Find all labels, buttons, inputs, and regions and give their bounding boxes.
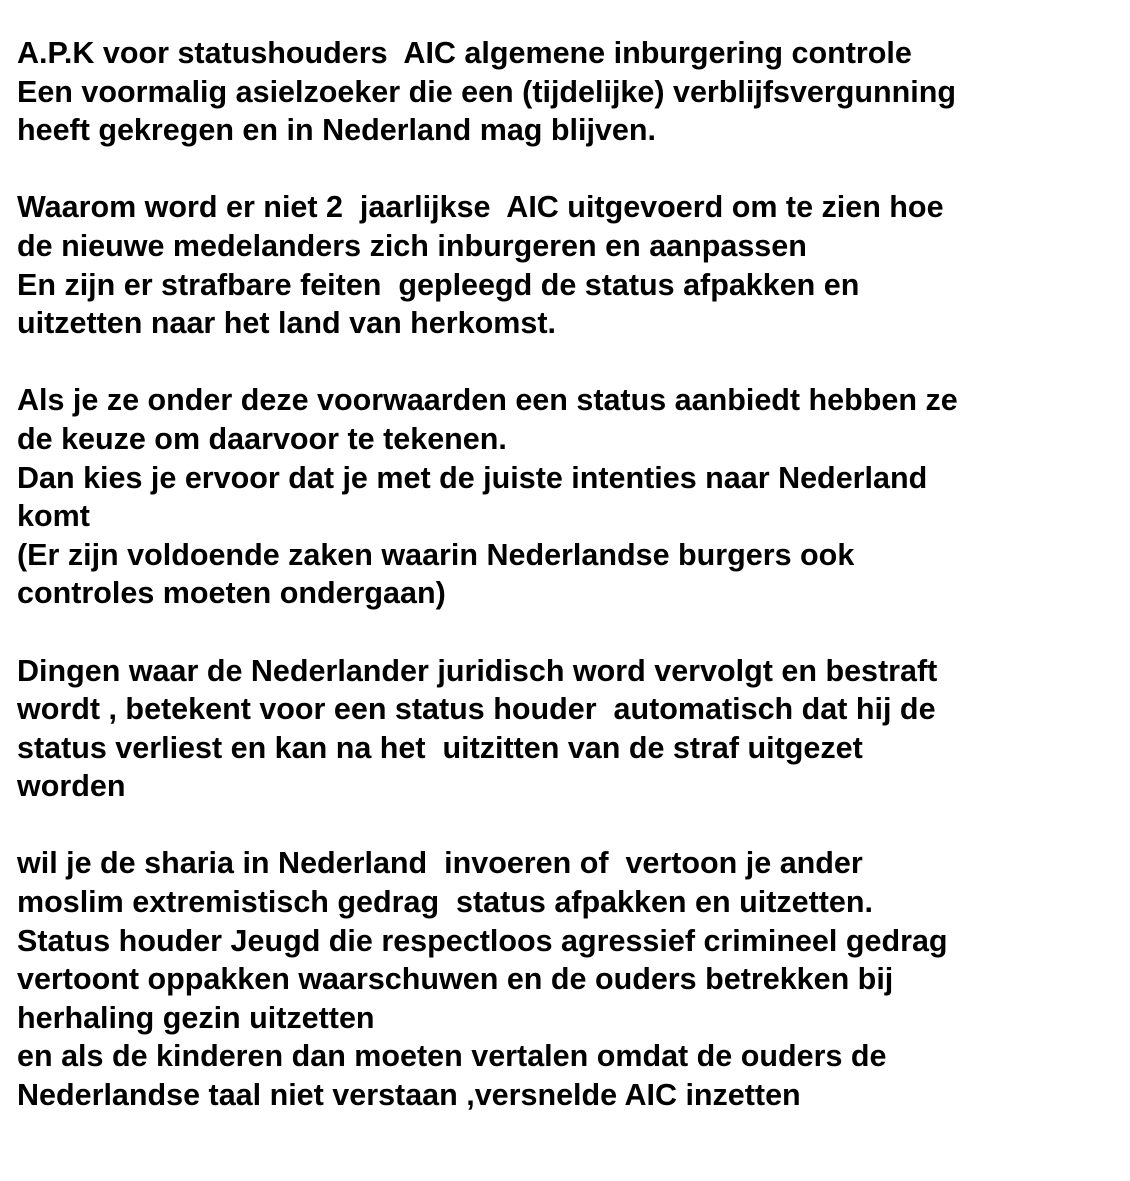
text-line: herhaling gezin uitzetten xyxy=(17,1000,375,1035)
text-line: moslim extremistisch gedrag status afpakken en uitzetten. xyxy=(17,885,873,920)
text-line: wil je de sharia in Nederland invoeren of vertoon je ander xyxy=(17,846,863,881)
paragraph-intro xyxy=(17,34,1117,150)
text-line: komt xyxy=(17,499,90,534)
text-line: Status houder Jeugd die respectloos agressief crimineel gedrag xyxy=(17,923,948,958)
paragraph-question xyxy=(17,188,1117,342)
paragraph-measures xyxy=(17,844,1117,1114)
text-line: uitzetten naar het land van herkomst. xyxy=(17,306,556,341)
text-line: (Er zijn voldoende zaken waarin Nederlandse burgers ook xyxy=(17,537,855,572)
document-body xyxy=(17,34,1117,1153)
text-line: Waarom word er niet 2 jaarlijkse AIC uitgevoerd om te zien hoe xyxy=(17,190,944,225)
text-line: de keuze om daarvoor te tekenen. xyxy=(17,421,507,456)
text-line: En zijn er strafbare feiten gepleegd de status afpakken en xyxy=(17,267,860,302)
text-line: Dingen waar de Nederlander juridisch word vervolgt en bestraft xyxy=(17,653,938,688)
text-line: A.P.K voor statushouders AIC algemene inburgering controle xyxy=(17,36,912,70)
text-line: Nederlandse taal niet verstaan ,versnelde AIC inzetten xyxy=(17,1078,801,1113)
text-line: heeft gekregen en in Nederland mag blijven. xyxy=(17,113,656,148)
text-line: controles moeten ondergaan) xyxy=(17,576,446,611)
text-line: wordt , betekent voor een status houder automatisch dat hij de xyxy=(17,692,936,727)
text-line: Een voormalig asielzoeker die een (tijdelijke) verblijfsvergunning xyxy=(17,74,957,109)
paragraph-prosecution xyxy=(17,652,1117,806)
text-line: status verliest en kan na het uitzitten van de straf uitgezet xyxy=(17,730,863,765)
text-line: Als je ze onder deze voorwaarden een status aanbiedt hebben ze xyxy=(17,383,958,418)
paragraph-conditions xyxy=(17,381,1117,613)
text-line: Dan kies je ervoor dat je met de juiste intenties naar Nederland xyxy=(17,460,928,495)
text-line: vertoont oppakken waarschuwen en de ouders betrekken bij xyxy=(17,962,894,997)
text-line: worden xyxy=(17,769,126,804)
text-line: en als de kinderen dan moeten vertalen omdat de ouders de xyxy=(17,1039,887,1074)
text-line: de nieuwe medelanders zich inburgeren en aanpassen xyxy=(17,228,807,263)
